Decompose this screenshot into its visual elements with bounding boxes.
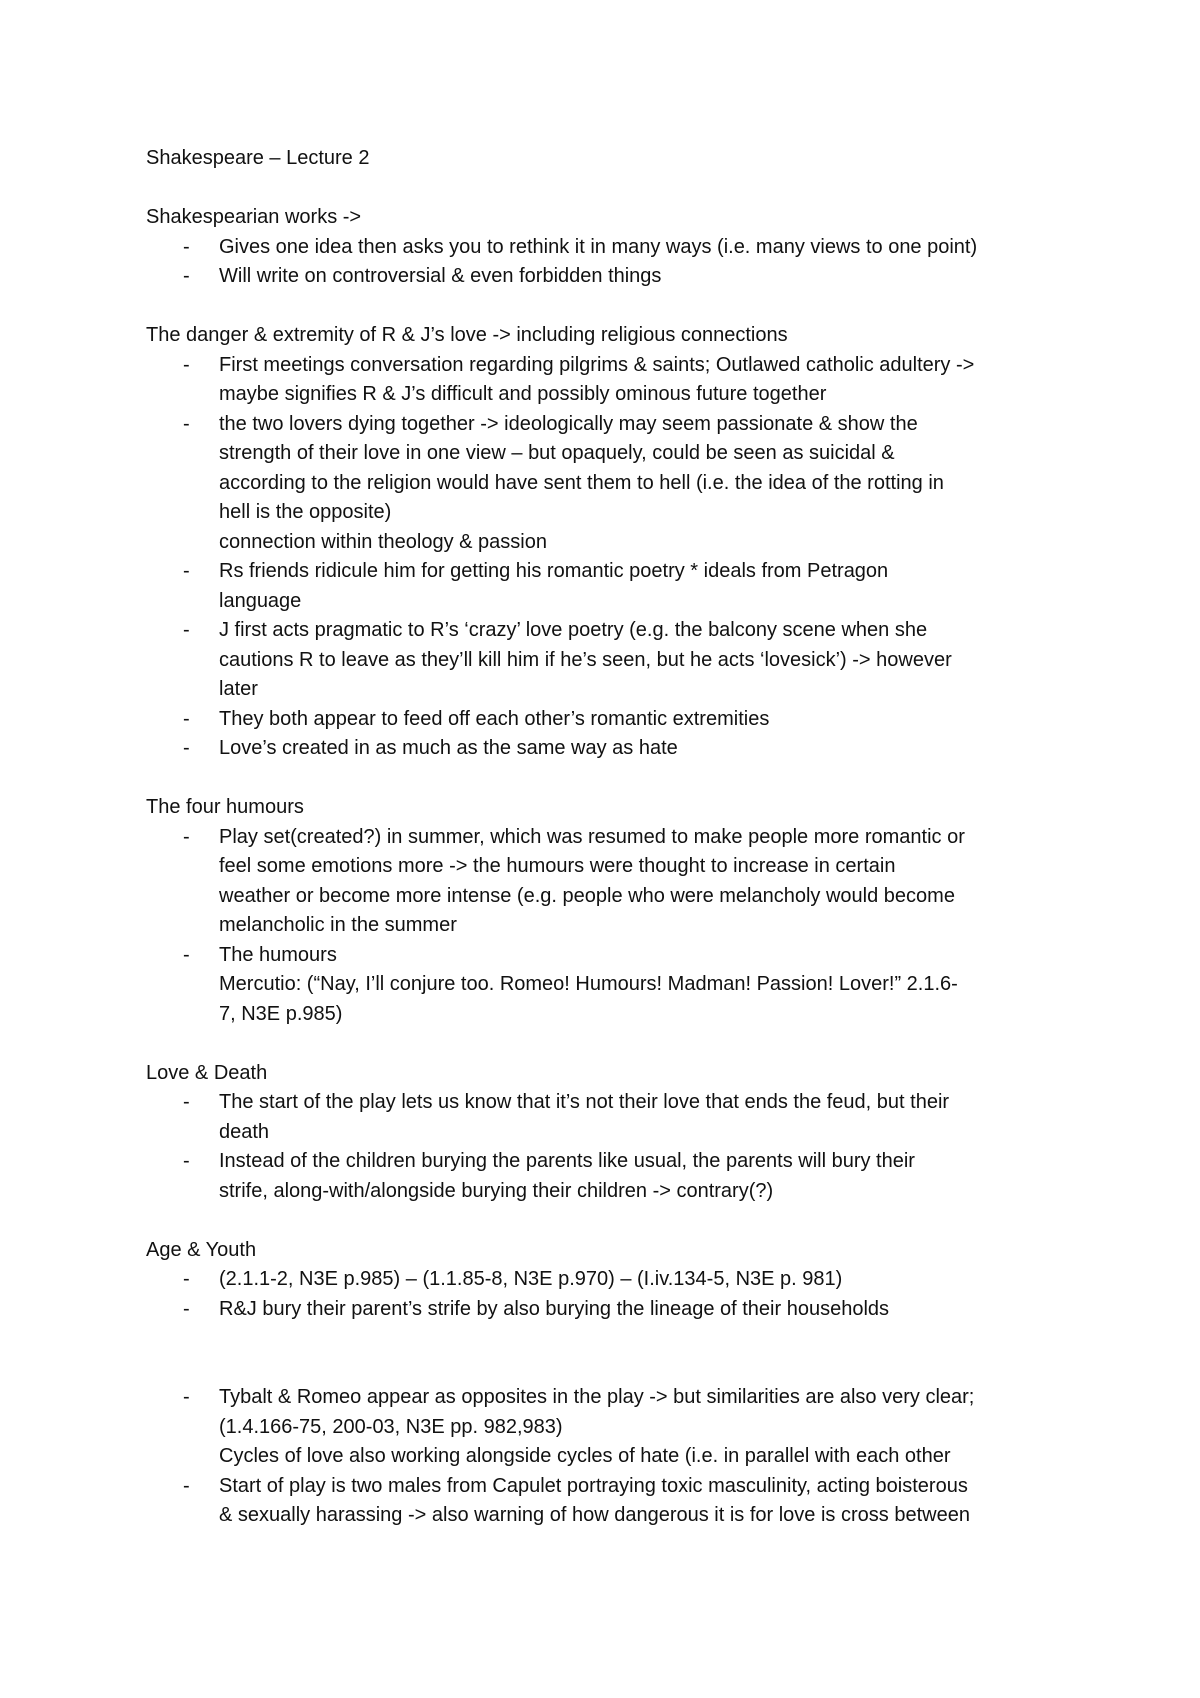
bullet-item <box>146 1295 1066 1325</box>
bullet-text-line: death <box>219 1120 270 1143</box>
bullet-dash: - <box>183 265 190 287</box>
bullet-text-line: feel some emotions more -> the humours were thought to increase in certain <box>219 855 896 877</box>
bullet-dash: - <box>183 619 190 641</box>
bullet-text-line: Tybalt & Romeo appear as opposites in the play -> but similarities are also very clear; <box>219 1386 975 1408</box>
section-heading: Shakespearian works -> <box>146 206 362 228</box>
bullet-dash: - <box>183 1386 190 1408</box>
bullet-text-line: hell is the opposite) <box>219 501 392 523</box>
document-page <box>146 144 1066 1531</box>
bullet-text-line: Gives one idea then asks you to rethink it in many ways (i.e. many views to one point) <box>219 235 978 258</box>
bullet-text-line: (1.4.166-75, 200-03, N3E pp. 982,983) <box>219 1415 563 1438</box>
bullet-dash: - <box>183 707 190 730</box>
bullet-text-line: Start of play is two males from Capulet portraying toxic masculinity, acting boisterous <box>219 1474 968 1497</box>
section-heading: The four humours <box>146 796 304 818</box>
bullet-dash: - <box>183 825 190 848</box>
bullet-dash: - <box>183 737 190 759</box>
bullet-text-line: Cycles of love also working alongside cycles of hate (i.e. in parallel with each other <box>219 1445 951 1467</box>
bullet-text-line: maybe signifies R & J’s difficult and possibly ominous future together <box>219 383 827 405</box>
bullet-text-line: Love’s created in as much as the same way as hate <box>219 737 678 759</box>
bullet-text-line: R&J bury their parent’s strife by also burying the lineage of their households <box>219 1297 890 1320</box>
bullet-text-line: strength of their love in one view – but opaquely, could be seen as suicidal & <box>219 442 895 464</box>
bullet-text-line: The start of the play lets us know that it’s not their love that ends the feud, but their <box>219 1091 950 1113</box>
section-heading: Love & Death <box>146 1061 268 1084</box>
bullet-item <box>146 823 1066 941</box>
bullet-item <box>146 1088 1066 1147</box>
section <box>146 1059 1066 1207</box>
bullet-text-line: according to the religion would have sent them to hell (i.e. the idea of the rotting in <box>219 471 944 494</box>
bullet-text-line: Mercutio: (“Nay, I’ll conjure too. Romeo! Humours! Madman! Passion! Lover!” 2.1.6- <box>219 973 958 995</box>
bullet-list <box>146 233 1066 292</box>
bullet-text-line: language <box>219 589 302 612</box>
bullet-dash: - <box>183 412 190 435</box>
bullet-dash: - <box>183 1297 190 1320</box>
bullet-item <box>146 1472 1066 1531</box>
bullet-item <box>146 410 1066 558</box>
bullet-dash: - <box>183 353 190 376</box>
bullet-item <box>146 941 1066 1030</box>
bullet-text-line: Instead of the children burying the parents like usual, the parents will bury their <box>219 1150 915 1172</box>
section-spacer <box>146 1324 1066 1383</box>
bullet-list <box>146 1088 1066 1206</box>
bullet-text-line: 7, N3E p.985) <box>219 1002 343 1025</box>
bullet-text-line: melancholic in the summer <box>219 914 457 936</box>
bullet-text-line: connection within theology & passion <box>219 530 547 553</box>
bullet-item <box>146 734 1066 764</box>
bullet-item <box>146 557 1066 616</box>
bullet-dash: - <box>183 235 190 258</box>
bullet-text-line: strife, along-with/alongside burying their children -> contrary(?) <box>219 1179 774 1202</box>
bullet-text-line: Rs friends ridicule him for getting his romantic poetry * ideals from Petragon <box>219 560 889 582</box>
bullet-item <box>146 705 1066 735</box>
bullet-dash: - <box>183 1150 190 1172</box>
bullet-text-line: weather or become more intense (e.g. people who were melancholy would become <box>219 884 955 907</box>
bullet-dash: - <box>183 943 190 966</box>
bullet-text-line: cautions R to leave as they’ll kill him if he’s seen, but he acts ‘lovesick’) -> however <box>219 648 952 671</box>
section-heading: Age & Youth <box>146 1238 257 1261</box>
bullet-dash: - <box>183 1091 190 1113</box>
bullet-text-line: First meetings conversation regarding pilgrims & saints; Outlawed catholic adultery -> <box>219 353 975 376</box>
bullet-item <box>146 1265 1066 1295</box>
bullet-item <box>146 616 1066 705</box>
bullet-list <box>146 1265 1066 1324</box>
bullet-text-line: J first acts pragmatic to R’s ‘crazy’ love poetry (e.g. the balcony scene when she <box>219 619 928 641</box>
bullet-text-line: & sexually harassing -> also warning of how dangerous it is for love is cross between <box>219 1504 970 1526</box>
bullet-list <box>146 351 1066 764</box>
section <box>146 793 1066 1029</box>
bullet-text-line: the two lovers dying together -> ideologically may seem passionate & show the <box>219 412 918 435</box>
bullet-text-line: The humours <box>219 943 337 966</box>
section <box>146 1383 1066 1531</box>
bullet-dash: - <box>183 560 190 582</box>
bullet-item <box>146 262 1066 292</box>
bullet-list <box>146 1383 1066 1531</box>
document-title: Shakespeare – Lecture 2 <box>146 147 370 169</box>
bullet-text-line: They both appear to feed off each other’s romantic extremities <box>219 707 770 730</box>
bullet-text-line: Play set(created?) in summer, which was resumed to make people more romantic or <box>219 825 965 848</box>
bullet-item <box>146 351 1066 410</box>
bullet-item <box>146 233 1066 263</box>
bullet-text-line: later <box>219 678 258 700</box>
bullet-list <box>146 823 1066 1030</box>
section <box>146 321 1066 764</box>
bullet-item <box>146 1147 1066 1206</box>
document-body <box>146 203 1066 1531</box>
bullet-text-line: Will write on controversial & even forbidden things <box>219 265 662 287</box>
bullet-dash: - <box>183 1474 190 1497</box>
bullet-text-line: (2.1.1-2, N3E p.985) – (1.1.85-8, N3E p.970) – (I.iv.134-5, N3E p. 981) <box>219 1268 843 1290</box>
bullet-dash: - <box>183 1268 190 1290</box>
bullet-item <box>146 1383 1066 1472</box>
section <box>146 1236 1066 1325</box>
section-heading: The danger & extremity of R & J’s love -> including religious connections <box>146 324 788 346</box>
section <box>146 203 1066 292</box>
